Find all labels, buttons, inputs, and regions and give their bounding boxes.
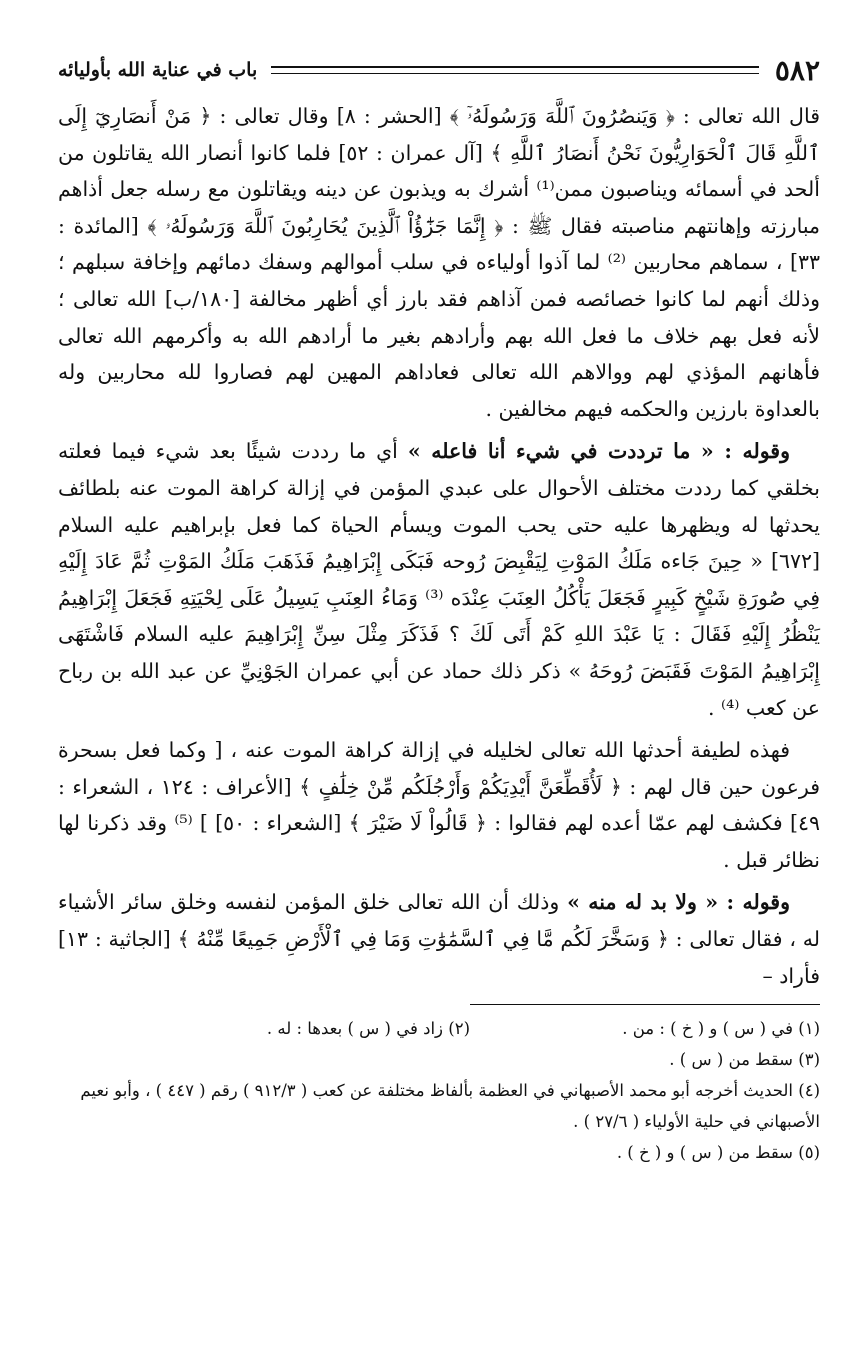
footnote-1: (١) في ( س ) و ( خ ) : من . bbox=[622, 1019, 820, 1039]
running-head: باب في عناية الله بأوليائه bbox=[58, 59, 258, 81]
page-number: ٥٨٢ bbox=[774, 53, 820, 87]
footnote-5: (٥) سقط من ( س ) و ( خ ) . bbox=[616, 1143, 820, 1163]
paragraph-4 bbox=[58, 884, 820, 994]
paragraph-1: قال الله تعالى : ﴿ وَيَنصُرُونَ ٱللَّهَ وَرَسُولَهُۥٓ ﴾ [الحشر : ٨] وقال تعالى : ﴿ مَنْ أَنصَارِيٓ إِلَى ٱللَّهِ قَالَ ٱلْحَوَارِيُّونَ نَحْنُ أَنصَارُ ٱللَّهِ ﴾ [آل عمران : ٥٢] فلما كانوا أنصار الله يقاتلون من ألحد في أسمائه ويناصبون ممن⁽¹⁾ أشرك به ويذبون عن دينه ويقاتلون مع رسله جعل أذاهم مبارزته وإهانتهم مناصبته فقال ﷺ : ﴿ إِنَّمَا جَزَٰٓؤُاْ ٱلَّذِينَ يُحَارِبُونَ ٱللَّهَ وَرَسُولَهُۥ ﴾ [المائدة : ٣٣] ، سماهم محاربين ⁽²⁾ لما آذوا أولياءه في سلب أموالهم وسفك دمائهم وإخافة سبلهم ؛ وذلك أنهم لما كانوا خصائصه فمن آذاهم فقد بارز أي أظهر مخالفة [١٨٠/ب] الله تعالى ؛ لأنه فعل بهم خلاف ما فعل الله بهم وأرادهم بغير ما أرادهم الله به وأكرمهم الله تعالى فأهانهم المؤذي لهم ووالاهم الله تعالى فعاداهم المهين لهم فصاروا لله محاربين وله بالعداوة بارزين والحكمه فيهم مخالفين . bbox=[58, 104, 821, 421]
paragraph-2 bbox=[58, 433, 820, 726]
paragraph-4-lead: وقوله : « ولا بد له منه » bbox=[567, 890, 790, 915]
footnotes bbox=[58, 1013, 820, 1168]
page-header bbox=[58, 50, 820, 90]
paragraph-4-text: وذلك أن الله تعالى خلق المؤمن لنفسه وخلق سائر الأشياء له ، فقال تعالى : ﴿ وَسَخَّرَ لَكُم مَّا فِي ٱلسَّمَٰوَٰتِ وَمَا فِي ٱلْأَرْضِ جَمِيعًا مِّنْهُ ﴾ [الجاثية : ١٣] فأراد – bbox=[58, 890, 820, 988]
paragraph-2-lead: وقوله : « ما ترددت في شيء أنا فاعله » bbox=[407, 439, 790, 464]
footnote-row-1 bbox=[58, 1013, 820, 1044]
footnote-3: (٣) سقط من ( س ) . bbox=[669, 1050, 820, 1070]
footnote-separator bbox=[470, 1004, 820, 1005]
paragraph-3: فهذه لطيفة أحدثها الله تعالى لخليله في إزالة كراهة الموت عنه ، [ وكما فعل بسحرة فرعون حين قال لهم : ﴿ لَأُقَطِّعَنَّ أَيْدِيَكُمْ وَأَرْجُلَكُم مِّنْ خِلَٰفٍ ﴾ [الأعراف : ١٢٤ ، الشعراء : ٤٩] فكشف لهم عمّا أعده لهم فقالوا : ﴿ قَالُواْ لَا ضَيْرَ ﴾ [الشعراء : ٥٠] ] ⁽⁵⁾ وقد ذكرنا لها نظائر قبل . bbox=[58, 738, 820, 872]
paragraph-2-text: أي ما رددت شيئًا بعد شيء فيما فعلته بخلقي كما رددت مختلف الأحوال على عبدي المؤمن في إزالة كراهة الموت عنه بلطائف يحدثها له ويظهرها عليه حتى يحب الموت ويسأم الحياة كما فعل بإبراهيم عليه السلام [٦٧٢] « حِينَ جَاءه مَلَكُ المَوْتِ لِيَقْبِضَ رُوحه فَبَكَى إِبْرَاهِيمُ فَذَهَبَ مَلَكُ المَوْتِ ثُمَّ عَادَ إِلَيْهِ فِي صُورَةِ شَيْخٍ كَبِيرٍ فَجَعَلَ يَأْكُلُ العِنَبَ عِنْدَه ⁽³⁾ وَمَاءُ العِنَبِ يَسِيلُ عَلَى لِحْيَتِهِ فَجَعَلَ إِبْرَاهِيمُ يَنْظُرُ إِلَيْهِ فَقَالَ : يَا عَبْدَ اللهِ كَمْ أَتَى لَكَ ؟ فَذَكَرَ مِثْلَ سِنِّ إِبْرَاهِيمَ عليه السلام فَاشْتَهَى إِبْرَاهِيمُ المَوْتَ فَقَبَضَ رُوحَهُ » ذكر ذلك حماد عن أبي عمران الجَوْنِيِّ عن عبد الله بن رباح عن كعب ⁽⁴⁾ . bbox=[58, 439, 820, 720]
header-rule bbox=[271, 66, 759, 74]
main-text bbox=[58, 98, 820, 994]
footnote-4: (٤) الحديث أخرجه أبو محمد الأصبهاني في العظمة بألفاظ مختلفة عن كعب ( ٩١٢/٣ ) رقم ( ٤٤٧ ) ، وأبو نعيم الأصبهاني في حلية الأولياء ( ٢٧/٦ ) . bbox=[80, 1081, 820, 1132]
footnote-2: (٢) زاد في ( س ) بعدها : له . bbox=[266, 1019, 470, 1039]
